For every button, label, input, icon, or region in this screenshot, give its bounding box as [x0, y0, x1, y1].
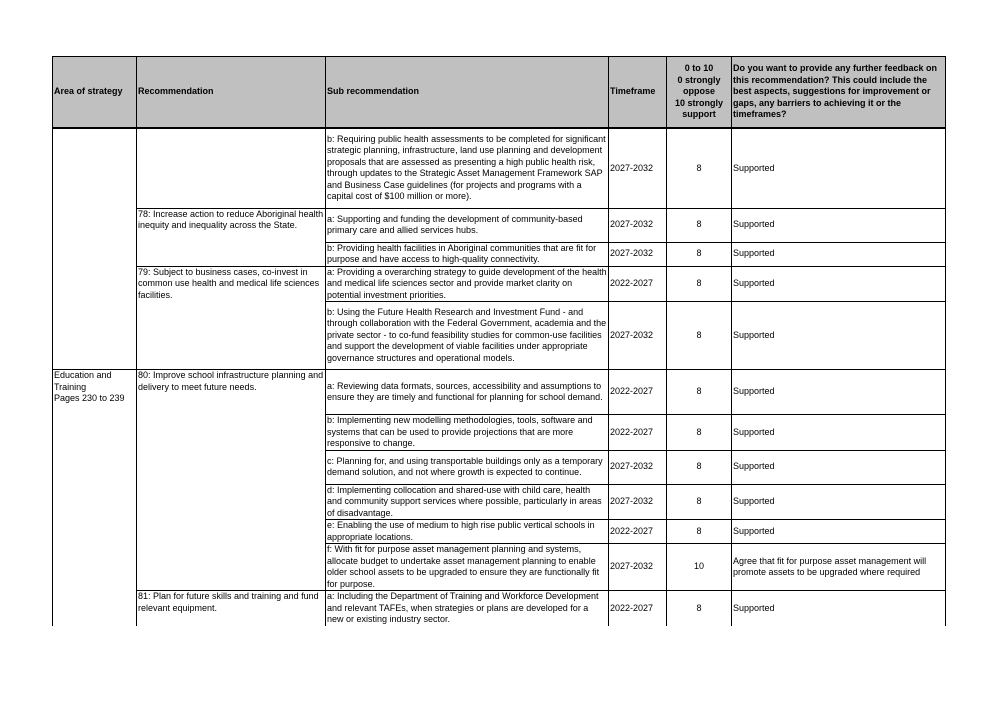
sub-recommendation-cell: b: Using the Future Health Research and Investment Fund - and through collaboration with the Federal Government, academia and the private sector - to co-fund feasibility studies for common-use facilities and support the development of viable facilities under appropriate governance structures and operational models.: [326, 302, 609, 370]
sub-recommendation-cell: b: Providing health facilities in Aboriginal communities that are fit for purpose and have access to high-quality connectivity.: [326, 242, 609, 266]
feedback-cell: Agree that fit for purpose asset management will promote assets to be upgraded where required: [732, 544, 946, 591]
table-row: [53, 266, 946, 302]
sub-recommendation-cell: e: Enabling the use of medium to high rise public vertical schools in appropriate locations.: [326, 520, 609, 544]
table-row: [53, 370, 946, 415]
recommendation-cell: 80: Improve school infrastructure planning and delivery to meet future needs.: [137, 370, 326, 591]
timeframe-cell: 2027-2032: [609, 128, 667, 208]
sub-recommendation-cell: a: Including the Department of Training and Workforce Development and relevant TAFEs, when strategies or plans are developed for a new or existing industry sector.: [326, 591, 609, 626]
feedback-cell: Supported: [732, 415, 946, 451]
area-cell-education: Education and Training Pages 230 to 239: [53, 370, 137, 626]
header-recommendation: Recommendation: [137, 57, 326, 129]
score-cell: 8: [667, 415, 732, 451]
recommendation-cell: 79: Subject to business cases, co-invest in common use health and medical life sciences facilities.: [137, 266, 326, 370]
feedback-cell: Supported: [732, 128, 946, 208]
header-feedback: Do you want to provide any further feedback on this recommendation? This could include the best aspects, suggestions for improvement or gaps, any barriers to achieving it or the timeframes?: [732, 57, 946, 129]
recommendation-cell: [137, 128, 326, 208]
timeframe-cell: 2022-2027: [609, 591, 667, 626]
sub-recommendation-cell: f: With fit for purpose asset management planning and systems, allocate budget to undertake asset management planning to enable older school assets to be upgraded to ensure they are functionally fit for purpose.: [326, 544, 609, 591]
sub-recommendation-cell: c: Planning for, and using transportable buildings only as a temporary demand solution, and not where growth is expected to continue.: [326, 450, 609, 484]
table-row: [53, 591, 946, 626]
score-cell: 8: [667, 302, 732, 370]
recommendation-cell: 78: Increase action to reduce Aboriginal health inequity and inequality across the State.: [137, 208, 326, 266]
sub-recommendation-cell: a: Supporting and funding the development of community-based primary care and allied services hubs.: [326, 208, 609, 242]
sub-recommendation-cell: a: Reviewing data formats, sources, accessibility and assumptions to ensure they are timely and functional for planning for school demand.: [326, 370, 609, 415]
timeframe-cell: 2027-2032: [609, 450, 667, 484]
feedback-cell: Supported: [732, 591, 946, 626]
sub-recommendation-cell: b: Implementing new modelling methodologies, tools, software and systems that can be used to provide projections that are more responsive to change.: [326, 415, 609, 451]
timeframe-cell: 2022-2027: [609, 370, 667, 415]
timeframe-cell: 2022-2027: [609, 266, 667, 302]
area-cell: [53, 128, 137, 208]
area-cell: [53, 266, 137, 302]
score-cell: 8: [667, 520, 732, 544]
area-cell: [53, 242, 137, 266]
feedback-cell: Supported: [732, 450, 946, 484]
score-cell: 8: [667, 242, 732, 266]
score-cell: 8: [667, 128, 732, 208]
score-cell: 10: [667, 544, 732, 591]
score-cell: 8: [667, 208, 732, 242]
feedback-cell: Supported: [732, 484, 946, 520]
timeframe-cell: 2027-2032: [609, 208, 667, 242]
feedback-cell: Supported: [732, 520, 946, 544]
timeframe-cell: 2027-2032: [609, 242, 667, 266]
score-cell: 8: [667, 591, 732, 626]
recommendations-table: [52, 56, 946, 626]
header-timeframe: Timeframe: [609, 57, 667, 129]
timeframe-cell: 2027-2032: [609, 484, 667, 520]
timeframe-cell: 2027-2032: [609, 544, 667, 591]
area-cell: [53, 208, 137, 242]
sub-recommendation-cell: a: Providing a overarching strategy to guide development of the health and medical life sciences sector and provide market clarity on potential investment priorities.: [327, 266, 607, 300]
score-cell: 8: [667, 450, 732, 484]
feedback-cell: Supported: [732, 370, 946, 415]
feedback-cell: Supported: [732, 302, 946, 370]
score-cell: 8: [667, 484, 732, 520]
header-row: [53, 57, 946, 129]
timeframe-cell: 2022-2027: [609, 415, 667, 451]
score-cell: 8: [667, 370, 732, 415]
table-row: [53, 208, 946, 242]
area-cell: [53, 302, 137, 370]
table-row: [53, 128, 946, 208]
timeframe-cell: 2027-2032: [609, 302, 667, 370]
timeframe-cell: 2022-2027: [609, 520, 667, 544]
sub-recommendation-cell: d: Implementing collocation and shared-use with child care, health and community support services where possible, particularly in areas of disadvantage.: [326, 484, 609, 520]
header-score: 0 to 10 0 strongly oppose 10 strongly support: [667, 57, 732, 129]
feedback-cell: Supported: [732, 266, 946, 302]
score-cell: 8: [667, 266, 732, 302]
header-sub-recommendation: Sub recommendation: [326, 57, 609, 129]
recommendation-cell: 81: Plan for future skills and training and fund relevant equipment.: [137, 591, 326, 626]
feedback-cell: Supported: [732, 242, 946, 266]
header-area: Area of strategy: [53, 57, 137, 129]
sub-recommendation-cell: b: Requiring public health assessments to be completed for significant strategic planning, infrastructure, land use planning and development proposals that are assessed as presenting a high public health risk, through updates to the Strategic Asset Management Framework SAP and Business Case guidelines (for projects and programs with a capital cost of $100 million or more).: [326, 128, 609, 208]
feedback-cell: Supported: [732, 208, 946, 242]
